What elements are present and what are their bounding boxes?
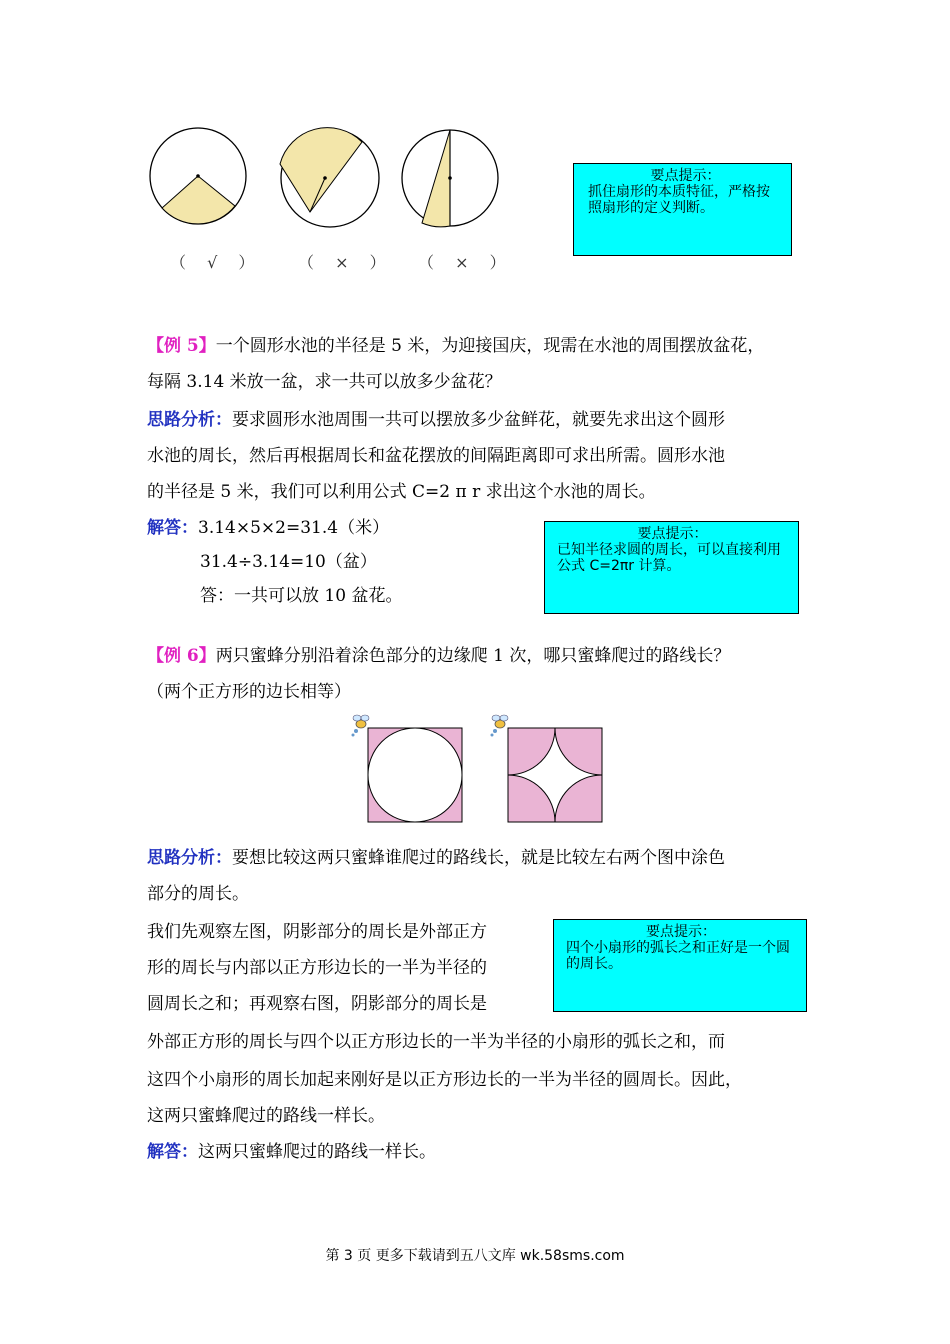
example6-p4: 外部正方形的周长与四个以正方形边长的一半为半径的小扇形的弧长之和，而 xyxy=(147,1032,725,1052)
tip-box-3 xyxy=(553,919,807,1012)
tip-title: 要点提示： xyxy=(646,924,716,940)
page-footer: 第 3 页 更多下载请到五八文库 wk.58sms.com xyxy=(325,1248,625,1264)
tip-title: 要点提示： xyxy=(637,526,708,542)
sector-figures xyxy=(140,120,520,230)
example6-analysis1: 思路分析：要想比较这两只蜜蜂谁爬过的路线长，就是比较左右两个图中涂色 xyxy=(147,848,725,868)
example5-answer3: 答：一共可以放 10 盆花。 xyxy=(200,586,403,606)
circle-figure-2 xyxy=(280,128,379,227)
tip-box-1 xyxy=(573,163,792,256)
square-figures xyxy=(345,712,610,827)
example5-analysis3: 的半径是 5 米，我们可以利用公式 C=2 π r 求出这个水池的周长。 xyxy=(147,482,656,502)
mark-3: （ × ） xyxy=(418,253,514,272)
mark-1: （ √ ） xyxy=(170,253,263,272)
tip-body: 已知半径求圆的周长，可以直接利用公式 C=2πr 计算。 xyxy=(557,542,781,574)
example6-line1: 【例 6】两只蜜蜂分别沿着涂色部分的边缘爬 1 次，哪只蜜蜂爬过的路线长？ xyxy=(147,646,731,666)
answer-label: 解答： xyxy=(147,518,198,538)
example-label: 【例 5】 xyxy=(147,336,216,356)
tip-body: 抓住扇形的本质特征，严格按照扇形的定义判断。 xyxy=(588,184,770,216)
example6-p1: 我们先观察左图，阴影部分的周长是外部正方 xyxy=(147,922,487,942)
example6-p5: 这四个小扇形的周长加起来刚好是以正方形边长的一半为半径的圆周长。因此， xyxy=(147,1070,742,1090)
example6-line2: （两个正方形的边长相等） xyxy=(147,682,351,702)
example6-p6: 这两只蜜蜂爬过的路线一样长。 xyxy=(147,1106,385,1126)
example5-line2: 每隔 3.14 米放一盆，求一共可以放多少盆花？ xyxy=(147,372,502,392)
square-figure-right xyxy=(508,728,602,822)
tip-body: 四个小扇形的弧长之和正好是一个圆的周长。 xyxy=(566,940,790,972)
example6-p2: 形的周长与内部以正方形边长的一半为半径的 xyxy=(147,958,487,978)
example5-analysis2: 水池的周长，然后再根据周长和盆花摆放的间隔距离即可求出所需。圆形水池 xyxy=(147,446,725,466)
mark-2: （ × ） xyxy=(298,253,394,272)
example5-answer1: 解答：3.14×5×2=31.4（米） xyxy=(147,518,390,538)
example5-answer2: 31.4÷3.14=10（盆） xyxy=(200,552,377,572)
analysis-label: 思路分析： xyxy=(147,848,232,868)
circle-figure-1 xyxy=(150,128,246,224)
analysis-label: 思路分析： xyxy=(147,410,232,430)
tip-title: 要点提示： xyxy=(650,168,721,184)
example5-analysis1: 思路分析：要求圆形水池周围一共可以摆放多少盆鲜花，就要先求出这个圆形 xyxy=(147,410,725,430)
example5-line1: 【例 5】一个圆形水池的半径是 5 米，为迎接国庆，现需在水池的周围摆放盆花， xyxy=(147,336,765,356)
tip-box-2 xyxy=(544,521,799,614)
example-label: 【例 6】 xyxy=(147,646,216,666)
square-figure-left xyxy=(368,728,462,822)
answer-label: 解答： xyxy=(147,1142,198,1162)
bee-icon xyxy=(352,715,370,737)
circle-figure-3 xyxy=(402,130,498,227)
bee-icon xyxy=(491,715,509,737)
example6-analysis2: 部分的周长。 xyxy=(147,884,249,904)
example6-p3: 圆周长之和；再观察右图，阴影部分的周长是 xyxy=(147,994,487,1014)
example6-answer: 解答：这两只蜜蜂爬过的路线一样长。 xyxy=(147,1142,436,1162)
